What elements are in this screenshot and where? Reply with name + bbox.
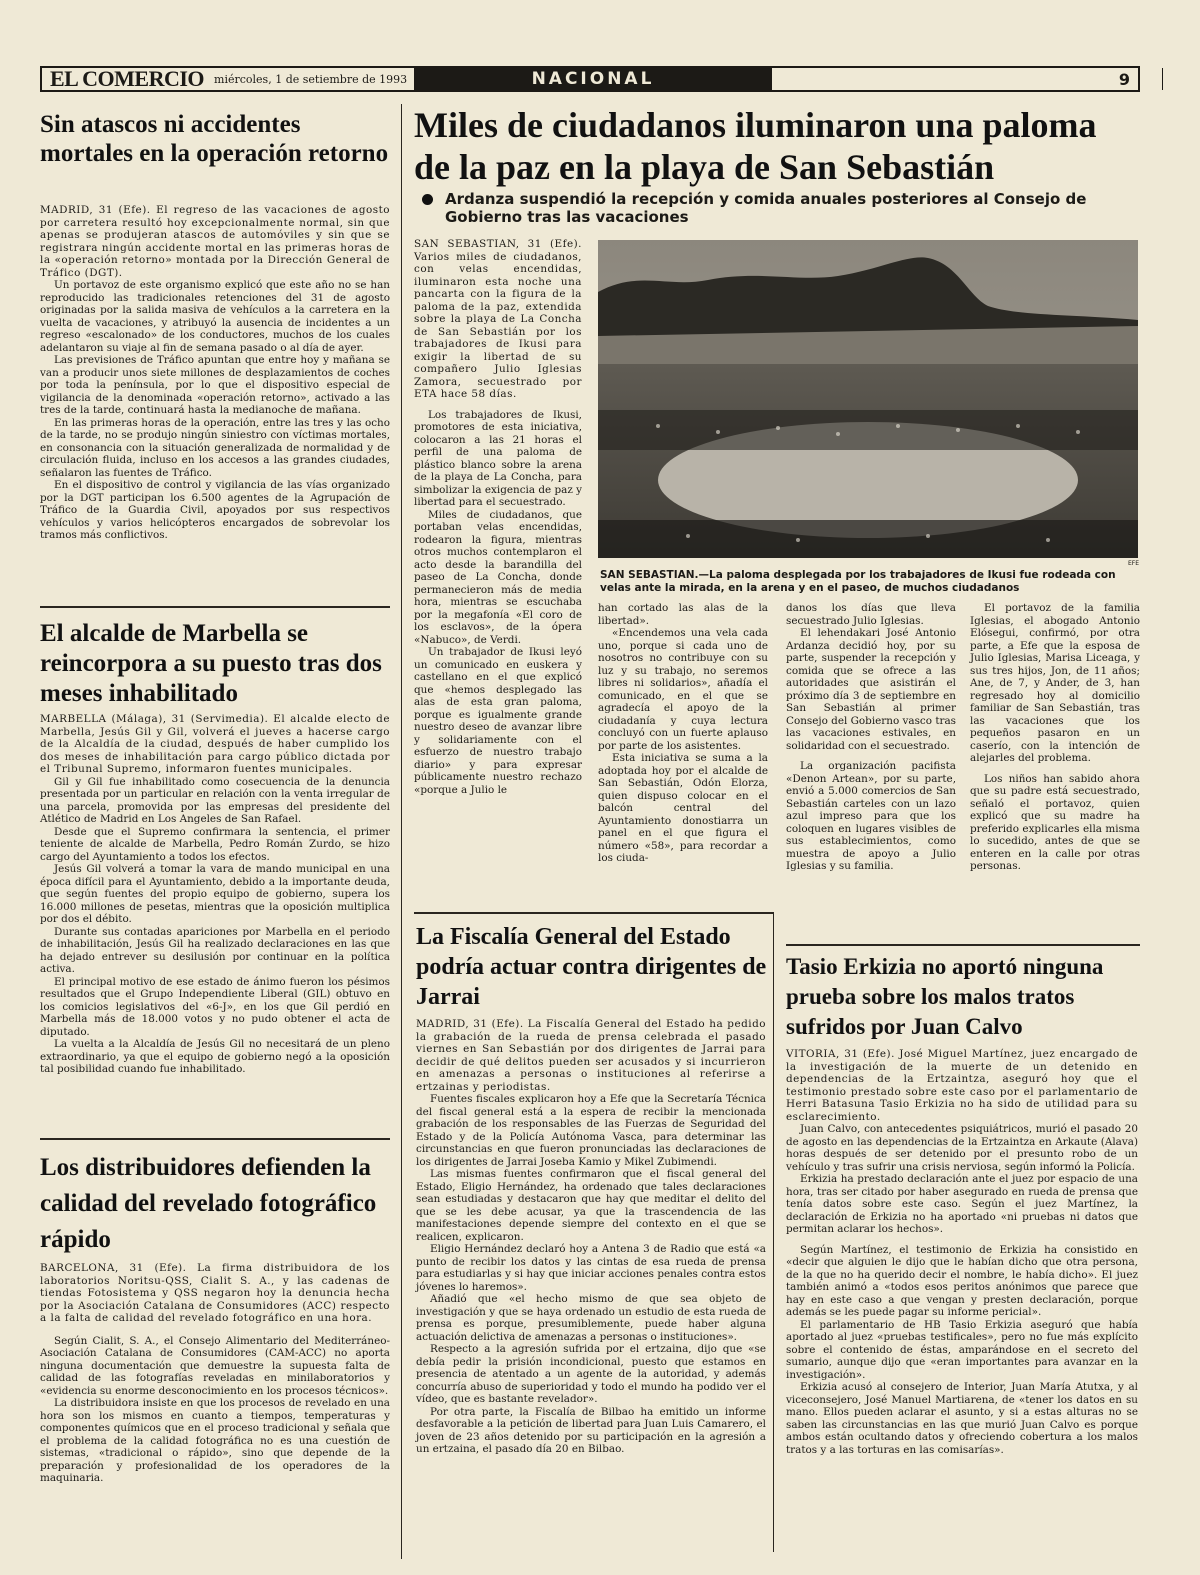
paragraph: Añadió que «el hecho mismo de que sea objeto de investigación y que se haya ordenado un estudio de esta rueda de prensa es porque, presumiblemente, puede haber alguna actuación delictiva de amenazas a personas o instituciones». — [416, 1293, 766, 1343]
paragraph: La vuelta a la Alcaldía de Jesús Gil no necesitará de un pleno extraordinario, ya que el equipo de gobierno negó a la oposición tal posibilidad cuando fue inhabilitado. — [40, 1038, 390, 1075]
paragraph: Juan Calvo, con antecedentes psiquiátricos, murió el pasado 20 de agosto en las dependencias de la Ertzaintza en Arkaute (Alava) horas después de ser detenido por el presunto robo de un vehículo y tras sufrir una crisis nerviosa, según informó la Policía. — [786, 1123, 1138, 1173]
paragraph: Erkizia acusó al consejero de Interior, Juan María Atutxa, y al viceconsejero, José Manuel Martiarena, de «tener los datos en su mano. Ellos pueden aclarar el asunto, y si a estas alturas no se saben las circunstancias en las que murió Juan Calvo es porque ambos están ocultando datos y ofreciendo cobertura a los malos tratos y a las torturas en las comisarías». — [786, 1381, 1138, 1456]
paragraph: VITORIA, 31 (Efe). José Miguel Martínez, juez encargado de la investigación de la muerte de un detenido en dependencias de la Ertzaintza, aseguró hoy que el testimonio prestado sobre este caso por el parlamentario de Herri Batasuna Tasio Erkizia no ha sido de utilidad para su esclarecimiento. — [786, 1048, 1138, 1123]
paragraph: Un portavoz de este organismo explicó que este año no se han reproducido las tradicionales retenciones del 31 de agosto originadas por la salida masiva de vehículos a la carretera en la vuelta de vacaciones, y atribuyó la ausencia de incidentes a un regreso «escalonado» de los conductores, muchos de los cuales adelantaron su viaje al fin de semana pasado o al día de ayer. — [40, 279, 390, 354]
masthead-divider — [1162, 68, 1163, 90]
paragraph: El parlamentario de HB Tasio Erkizia aseguró que había aportado al juez «pruebas testificales», pero no fue más explícito sobre el contenido de éstas, amparándose en el secreto del sumario, aunque dijo que «eran importantes para avanzar en la investigación». — [786, 1318, 1138, 1381]
paper-name: EL COMERCIO — [50, 66, 205, 91]
paragraph: El portavoz de la familia Iglesias, el abogado Antonio Elósegui, confirmó, por otra parte, a Efe que la esposa de Julio Iglesias, Marisa Liceaga, y sus tres hijos, Jon, de 11 años; Ane, de 7, y Ander, de 3, han regresado hoy al domicilio familiar de San Sebastián, tras las vacaciones que los pequeños pasaron en un caserío, con la intención de alejarles del problema. — [970, 602, 1140, 764]
paragraph: El lehendakari José Antonio Ardanza decidió hoy, por su parte, suspender la recepción y comida que se ofrece a las autoridades que asistirán el próximo día 3 de septiembre en San Sebastián al primer Consejo del Gobierno vasco tras las vacaciones estivales, en solidaridad con el secuestrado. — [786, 627, 956, 752]
paragraph: danos los días que lleva secuestrado Julio Iglesias. — [786, 602, 956, 627]
paragraph: Las mismas fuentes confirmaron que el fiscal general del Estado, Eligio Hernández, ha ordenado que tales declaraciones sean estudiadas y destacaron que hay que meditar el delito del que se les debe acusar, ya que la trascendencia de las manifestaciones depende siempre del contexto en el que se realicen, explicaron. — [416, 1168, 766, 1243]
bullet-icon — [422, 194, 433, 205]
paragraph: Durante sus contadas apariciones por Marbella en el periodo de inhabilitación, Jesús Gil ha realizado declaraciones en las que ha dejado entrever su desilusión por continuar en la política activa. — [40, 925, 390, 975]
photo-credit: EFE — [1128, 560, 1140, 567]
paragraph: «Encendemos una vela cada uno, porque si cada uno de nosotros no contribuye con su luz y su trabajo, no seremos libres ni solidarios», añadía el comunicado, en el que se agradecía el apoyo de la ciudadanía y cuya lectura concluyó con un fuerte aplauso por parte de los asistentes. — [598, 627, 768, 752]
paragraph: MARBELLA (Málaga), 31 (Servimedia). El alcalde electo de Marbella, Jesús Gil y Gil, volverá el jueves a hacerse cargo de la Alcaldía de la ciudad, después de haber cumplido los dos meses de inhabilitación para cargo público dictada por el Tribunal Supremo, informaron fuentes municipales. — [40, 713, 390, 775]
subhead-ardanza — [418, 190, 1138, 226]
paragraph: han cortado las alas de la libertad». — [598, 602, 768, 627]
paragraph: El principal motivo de ese estado de ánimo fueron los pésimos resultados que el Grupo Independiente Liberal (GIL) obtuvo en los comicios legislativos del «6-J», en los que Gil perdió en Marbella más de 18.000 votos y no pudo obtener el acta de diputado. — [40, 975, 390, 1038]
paragraph: Jesús Gil volverá a tomar la vara de mando municipal en una época difícil para el Ayuntamiento, debido a la importante deuda, que según fuentes del propio equipo de gobierno, supera los 16.000 millones de pesetas, mientras que la oposición multiplica por dos el débito. — [40, 863, 390, 925]
photo-paloma — [598, 240, 1138, 558]
section-rule — [786, 944, 1140, 946]
box-border-top — [414, 912, 774, 914]
paragraph: SAN SEBASTIAN, 31 (Efe). Varios miles de ciudadanos, con velas encendidas, iluminaron esta noche una pancarta con la figura de la paloma de la paz, extendida sobre la playa de La Concha de San Sebastián por los trabajadores de Ikusi para exigir la libertad de su compañero Julio Iglesias Zamora, secuestrado por ETA hace 58 días. — [414, 238, 582, 400]
column-rule — [401, 104, 402, 1559]
headline-distribuidores: Los distribuidores defienden la calidad del revelado fotográfico rápido — [40, 1154, 377, 1253]
paragraph: En el dispositivo de control y vigilancia de las vías organizado por la DGT participan los 6.500 agentes de la Agrupación de Tráfico de la Guardia Civil, apoyados por sus respectivos vehículos y varios helicópteros encargados de sobrevolar los tramos más conflictivos. — [40, 479, 390, 541]
paragraph: En las primeras horas de la operación, entre las tres y las ocho de la tarde, no se produjo ningún siniestro con víctimas mortales, en consonancia con la situación generalizada de normalidad y de circulación fluida, incluso en los accesos a las grandes ciudades, señalaron las fuentes de Tráfico. — [40, 416, 390, 479]
paragraph: BARCELONA, 31 (Efe). La firma distribuidora de los laboratorios Noritsu-QSS, Cialit S. A., y las cadenas de tiendas Fotosistema y QSS negaron hoy la denuncia hecha por la Asociación Catalana de Consumidores (ACC) respecto a la falta de calidad del revelado fotográfico en una hora. — [40, 1262, 390, 1324]
paragraph: Gil y Gil fue inhabilitado como cosecuencia de la denuncia presentada por un particular en relación con la venta irregular de una parcela, promovida por las empresas del presidente del Atlético de Madrid en Los Angeles de San Rafael. — [40, 775, 390, 825]
section-rule — [40, 1138, 390, 1140]
paragraph: MADRID, 31 (Efe). El regreso de las vacaciones de agosto por carretera resultó hoy excepcionalmente normal, sin que apenas se produjeran atascos de automóviles y sin que se registrara ningún accidente mortal en las primeras horas de la «operación retorno» montada por la Dirección General de Tráfico (DGT). — [40, 204, 390, 279]
headline-paloma: Miles de ciudadanos iluminaron una paloma de la paz en la playa de San Sebastián — [414, 105, 1097, 187]
paragraph: Erkizia ha prestado declaración ante el juez por espacio de una hora, tras ser citado por haber asegurado en rueda de prensa que tenía datos sobre este caso. Según el juez Martínez, la declaración de Erkizia no ha aportado «ni pruebas ni datos que permitan aclarar los hechos». — [786, 1173, 1138, 1235]
paragraph: Fuentes fiscales explicaron hoy a Efe que la Secretaría Técnica del fiscal general está a la espera de recibir la mencionada grabación de los responsables de las Fuerzas de Seguridad del Estado y de la Policía Autónoma Vasca, para determinar las circunstancias en que fueron pronunciadas las declaraciones de los dirigentes de Jarrai Joseba Kamio y Mikel Zubimendi. — [416, 1093, 766, 1168]
paragraph: Respecto a la agresión sufrida por el ertzaina, dijo que «se debía pedir la prisión incondicional, puesto que estamos en presencia de atentado a un agente de la autoridad, y además concurría abuso de superioridad y todo el mundo ha podido ver el vídeo, que es bastante revelador». — [416, 1343, 766, 1405]
article-paloma-col4 — [970, 602, 1140, 873]
article-paloma-col3 — [786, 602, 956, 873]
section-rule — [40, 606, 390, 608]
headline-fiscalia: La Fiscalía General del Estado podría actuar contra dirigentes de Jarrai — [416, 924, 767, 1010]
paragraph: Eligio Hernández declaró hoy a Antena 3 de Radio que está «a punto de recibir los datos y las cintas de esa rueda de prensa para estudiarlas y si hay que iniciar acciones penales contra estos jóvenes lo haremos». — [416, 1243, 766, 1293]
headline-marbella: El alcalde de Marbella se reincorpora a su puesto tras dos meses inhabilitado — [40, 620, 382, 707]
photo-image — [598, 240, 1138, 558]
masthead — [40, 66, 1140, 92]
section-label: NACIONAL — [414, 68, 772, 90]
paragraph: Miles de ciudadanos, que portaban velas encendidas, rodearon la figura, mientras otros muchos contemplaron el acto desde la barandilla del paseo de La Concha, donde permanecieron más de media hora, mientras se escuchaba por la megafonía «El coro de los esclavos», de la ópera «Nabuco», de Verdi. — [414, 508, 582, 646]
article-atascos-body — [40, 204, 390, 542]
paragraph: Las previsiones de Tráfico apuntan que entre hoy y mañana se van a producir unos siete millones de desplazamientos de coches por toda la península, por lo que el dispositivo especial de vigilancia de la denominada «operación retorno», activado a las tres de la tarde, continuará hasta la medianoche de mañana. — [40, 354, 390, 416]
headline-erkizia: Tasio Erkizia no aportó ninguna prueba sobre los malos tratos sufridos por Juan Calvo — [786, 954, 1104, 1039]
article-fiscalia-body — [416, 1018, 766, 1456]
paragraph: MADRID, 31 (Efe). La Fiscalía General del Estado ha pedido la grabación de la rueda de prensa celebrada el pasado viernes en San Sebastián por dos dirigentes de Jarrai para decidir de qué delitos pueden ser acusados y si incurrieron en amenazas a personas o instituciones al referirse a ertzainas y periodistas. — [416, 1018, 766, 1093]
paragraph: Los niños han sabido ahora que su padre está secuestrado, señaló el portavoz, quien explicó que su madre ha preferido explicarles ella misma lo sucedido, antes de que se enteren en la calle por otras personas. — [970, 772, 1140, 872]
issue-date: miércoles, 1 de setiembre de 1993 — [214, 72, 408, 86]
article-paloma-col1 — [414, 238, 582, 796]
paragraph: Un trabajador de Ikusi leyó un comunicado en euskera y castellano en el que explicó que «hemos desplegado las alas de esta gran paloma, porque es igualmente grande nuestro deseo de avanzar libre y solidariamente con el esfuerzo de nuestro trabajo diario» y para expresar públicamente nuestro rechazo «porque a Julio le — [414, 646, 582, 796]
paragraph: Por otra parte, la Fiscalía de Bilbao ha emitido un informe desfavorable a la petición de libertad para Juan Luis Camarero, el joven de 23 años detenido por su participación en la agresión a un ertzaina, el pasado día 20 en Bilbao. — [416, 1405, 766, 1455]
paragraph: Los trabajadores de Ikusi, promotores de esta iniciativa, colocaron a las 21 horas el perfil de una paloma de plástico blanco sobre la arena de la playa de La Concha, para simbolizar la exigencia de paz y libertad para el secuestrado. — [414, 408, 582, 508]
paragraph: Según Martínez, el testimonio de Erkizia ha consistido en «decir que alguien le dijo que le habían dicho que otra persona, de la que no ha querido decir el nombre, le había dicho». El juez también animó a «todos esos peritos anónimos que parece que hay en este caso a que vengan y presten declaración, porque además se les puede pagar su informe pericial». — [786, 1243, 1138, 1318]
headline-atascos: Sin atascos ni accidentes mortales en la operación retorno — [40, 111, 389, 167]
photo-caption: SAN SEBASTIAN.—La paloma desplegada por los trabajadores de Ikusi fue rodeada con velas ante la mirada, en la arena y en el paseo, de muchos ciudadanos — [600, 569, 1116, 594]
article-distribuidores-body — [40, 1262, 390, 1485]
paragraph: Esta iniciativa se suma a la adoptada hoy por el alcalde de San Sebastián, Odón Elorza, quien dispuso colocar en el balcón central del Ayuntamiento donostiarra un panel en el que figura el número «58», para recordar a los ciuda- — [598, 752, 768, 864]
paragraph: Desde que el Supremo confirmara la sentencia, el primer teniente de alcalde de Marbella, Pedro Román Zurdo, se hizo cargo del Ayuntamiento a todos los efectos. — [40, 825, 390, 863]
box-border-right — [773, 912, 774, 1552]
paragraph: Según Cialit, S. A., el Consejo Alimentario del Mediterráneo-Asociación Catalana de Consumidores (CAM-ACC) no aporta ninguna documentación que demuestre la supuesta falta de calidad de las fotografías reveladas en minilaboratorios y «evidencia su enorme desconocimiento en los procesos técnicos». — [40, 1334, 390, 1397]
subhead-text: Ardanza suspendió la recepción y comida anuales posteriores al Consejo de Gobierno tras las vacaciones — [445, 190, 1087, 226]
article-marbella-body — [40, 713, 390, 1076]
article-erkizia-body — [786, 1048, 1138, 1456]
page-number: 9 — [1118, 69, 1130, 89]
article-paloma-col2 — [598, 602, 768, 865]
paragraph: La organización pacifista «Denon Artean», por su parte, envió a 5.000 comercios de San Sebastián carteles con un lazo azul impreso para que los coloquen en lugares visibles de sus establecimientos, como muestra de apoyo a Julio Iglesias y su familia. — [786, 760, 956, 872]
paragraph: La distribuidora insiste en que los procesos de revelado en una hora son los mismos en cuanto a tiempos, temperaturas y componentes químicos que en el proceso tradicional y señala que el problema de la calidad fotográfica no es una cuestión de sistemas, «tradicional o rápido», sino que depende de la preparación y profesionalidad de los operadores de la maquinaria. — [40, 1397, 390, 1484]
